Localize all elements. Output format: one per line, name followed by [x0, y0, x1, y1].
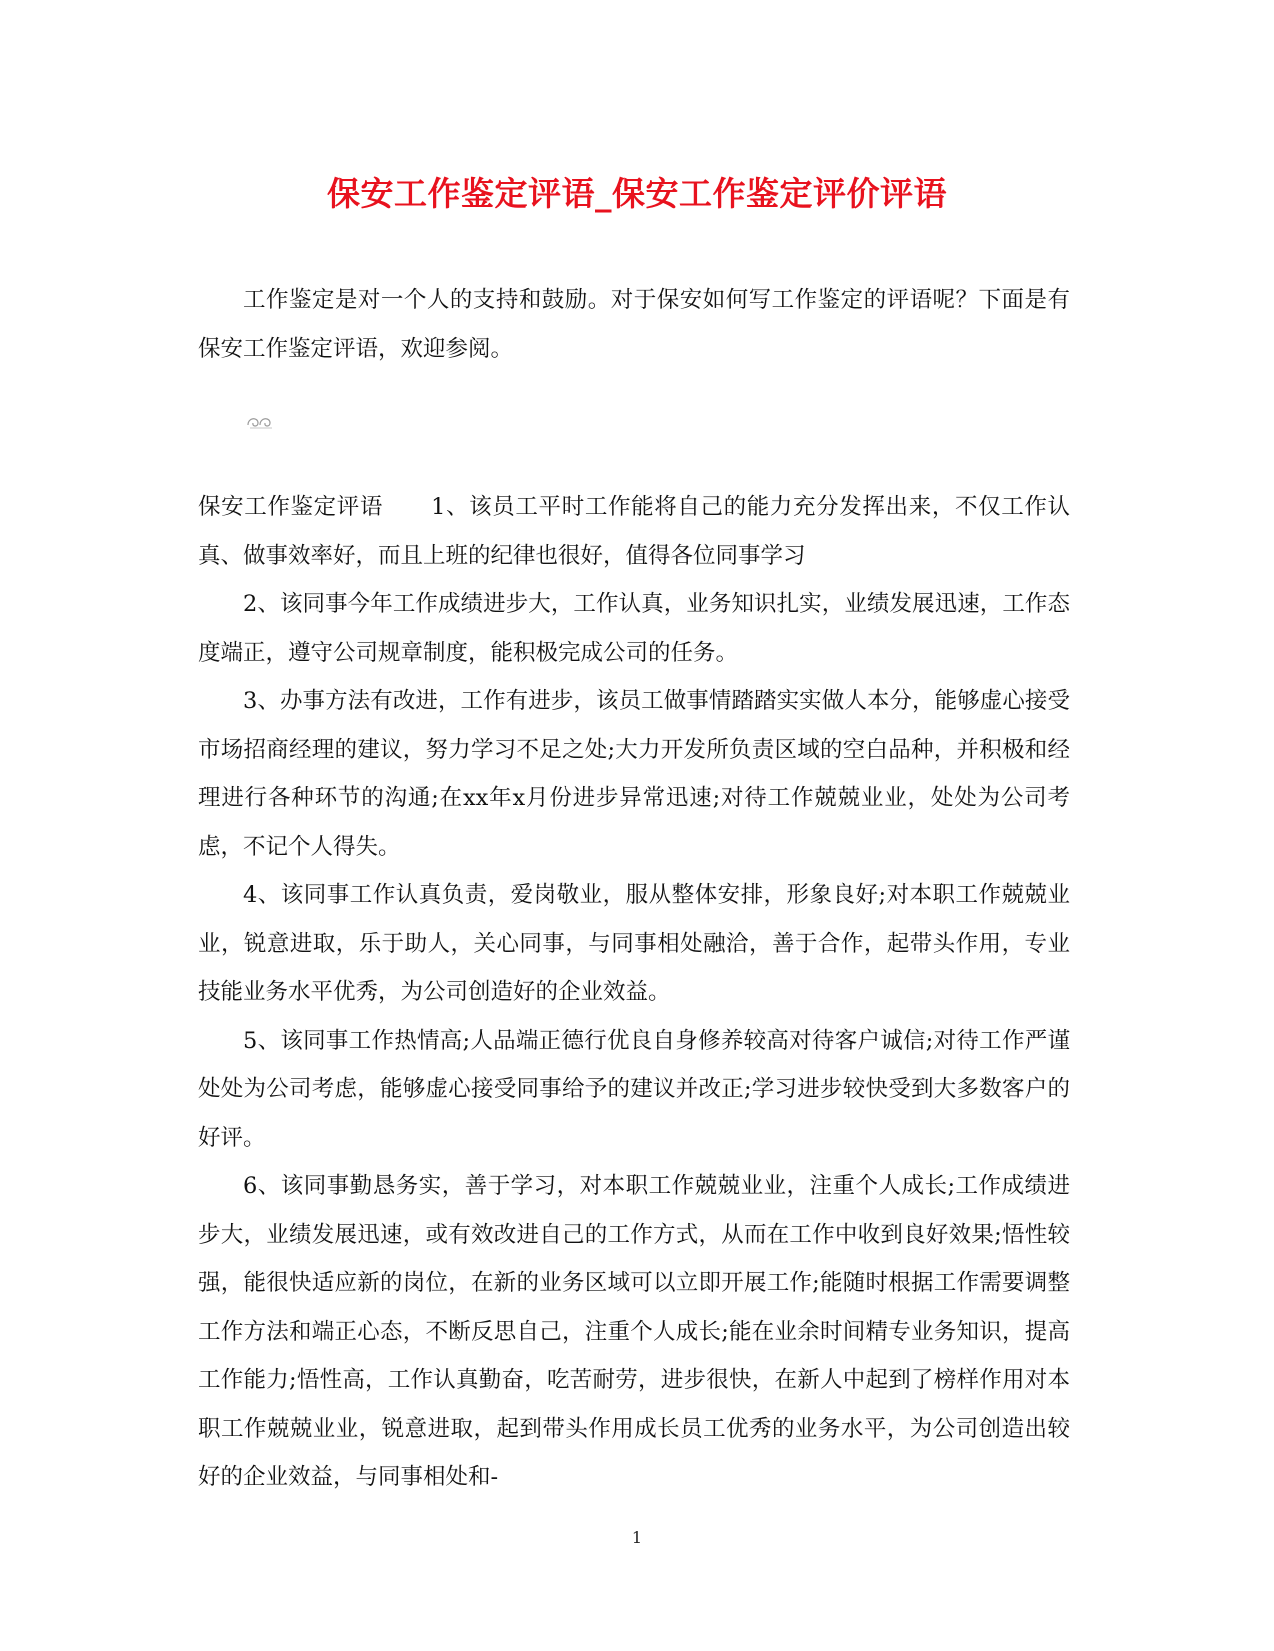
intro-paragraph: 工作鉴定是对一个人的支持和鼓励。对于保安如何写工作鉴定的评语呢？下面是有保安工作鉴定评语，欢迎参阅。: [198, 287, 1070, 362]
item-paragraph-6: 6、该同事勤恳务实，善于学习，对本职工作兢兢业业，注重个人成长;工作成绩进步大，业绩发展迅速，或有效改进自己的工作方式，从而在工作中收到良好效果;悟性较强，能很快适应新的岗位，在新的业务区域可以立即开展工作;能随时根据工作需要调整工作方法和端正心态，不断反思自己，注重个人成长;能在业余时间精专业务知识，提高工作能力;悟性高，工作认真勤奋，吃苦耐劳，进步很快，在新人中起到了榜样作用对本职工作兢兢业业，锐意进取，起到带头作用成长员工优秀的业务水平，为公司创造出较好的企业效益，与同事相处和-: [198, 1173, 1070, 1490]
section-heading: 保安工作鉴定评语: [198, 494, 384, 520]
ornament-row: [198, 373, 1070, 483]
decorative-ornament-icon: [246, 413, 276, 431]
item-paragraph-5: 5、该同事工作热情高;人品端正德行优良自身修养较高对待客户诚信;对待工作严谨处处为公司考虑，能够虚心接受同事给予的建议并改正;学习进步较快受到大多数客户的好评。: [198, 1027, 1070, 1151]
document-title: 保安工作鉴定评语_保安工作鉴定评价评语: [327, 174, 947, 213]
document-body: [198, 276, 1070, 1502]
item-text-1: 1、该员工平时工作能将自己的能力充分发挥出来，不仅工作认真、做事效率好，而且上班的纪律也很好，值得各位同事学习: [198, 494, 1070, 569]
item-paragraph-1: [198, 483, 1070, 580]
page-number: 1: [631, 1528, 643, 1547]
item-paragraph-3: 3、办事方法有改进，工作有进步，该员工做事情踏踏实实做人本分，能够虚心接受市场招商经理的建议，努力学习不足之处;大力开发所负责区域的空白品种，并积极和经理进行各种环节的沟通;在xx年x月份进步异常迅速;对待工作兢兢业业，处处为公司考虑，不记个人得失。: [198, 688, 1070, 860]
item-paragraph-2: 2、该同事今年工作成绩进步大，工作认真，业务知识扎实，业绩发展迅速，工作态度端正，遵守公司规章制度，能积极完成公司的任务。: [198, 591, 1070, 666]
item-paragraph-4: 4、该同事工作认真负责，爱岗敬业，服从整体安排，形象良好;对本职工作兢兢业业，锐意进取，乐于助人，关心同事，与同事相处融洽，善于合作，起带头作用，专业技能业务水平优秀，为公司创造好的企业效益。: [198, 882, 1070, 1005]
